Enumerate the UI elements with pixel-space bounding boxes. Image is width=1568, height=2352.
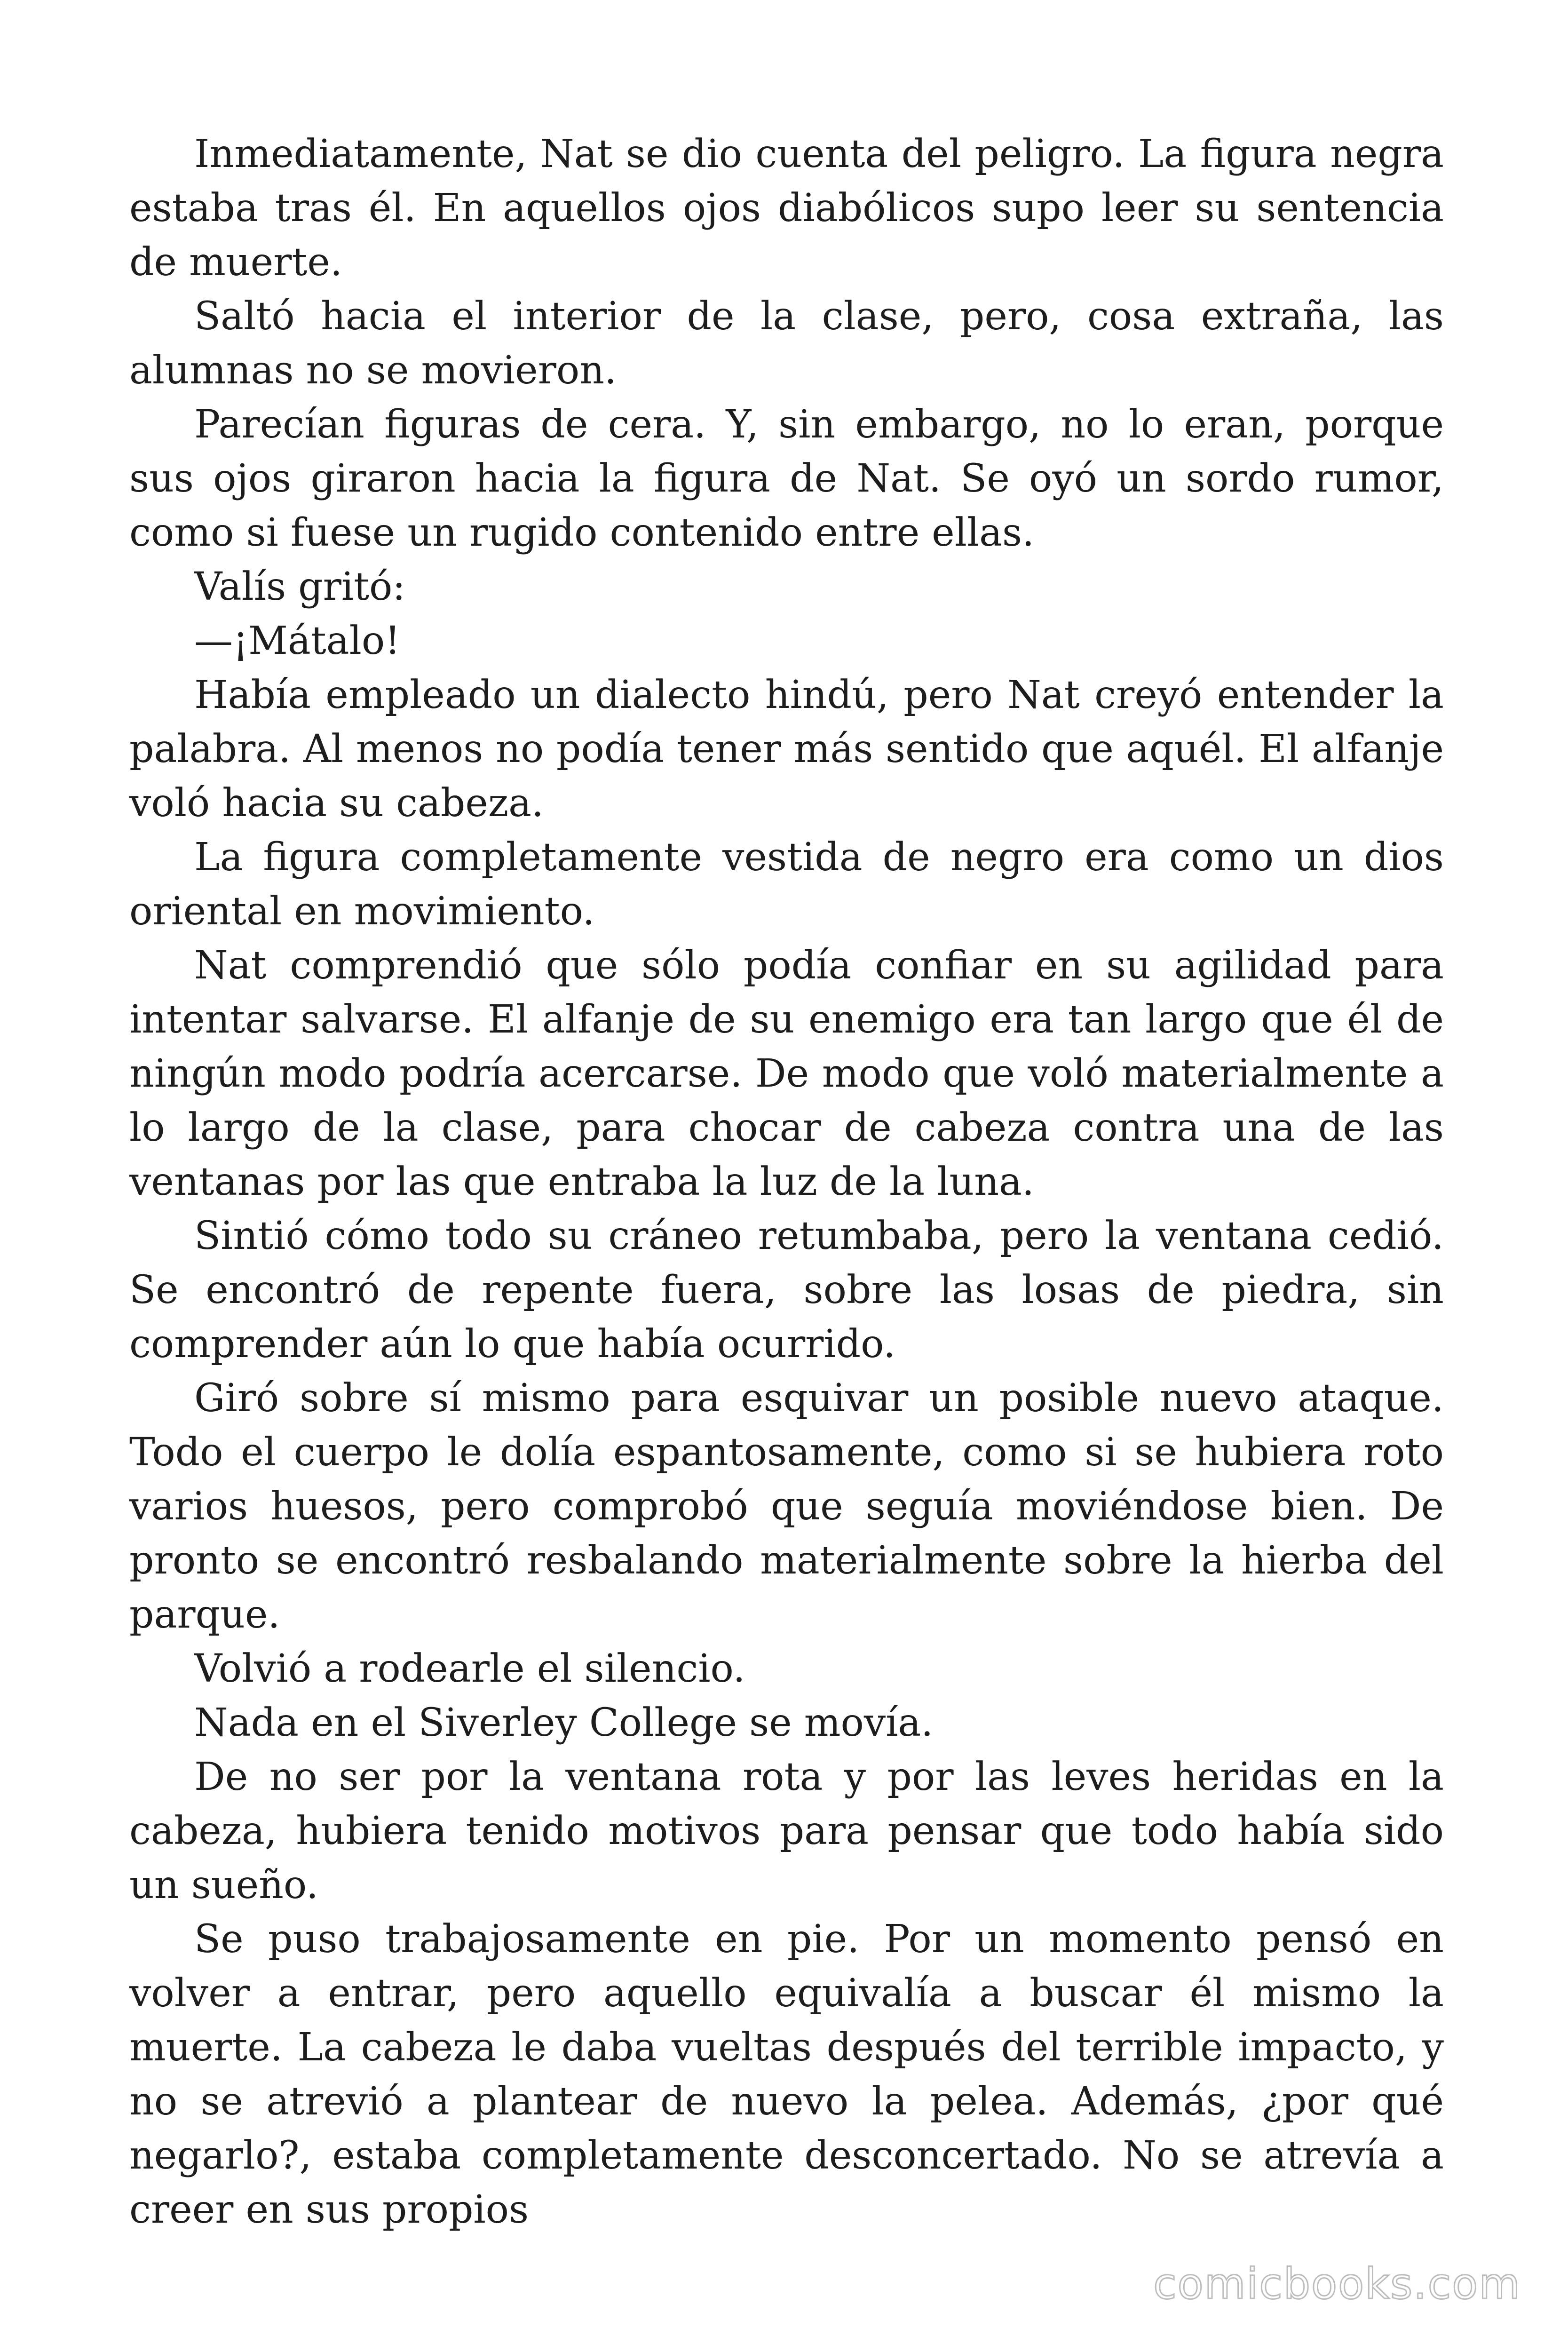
paragraph: Valís gritó: [194, 564, 406, 609]
paragraph: Parecían figuras de cera. Y, sin embargo, no lo eran, porque sus ojos giraron hacia la figura de Nat. Se oyó un sordo rumor, como si fuese un rugido contenido entre ellas. [129, 402, 1444, 555]
paragraph: Sintió cómo todo su cráneo retumbaba, pero la ventana cedió. Se encontró de repente fuera, sobre las losas de piedra, sin comprender aún lo que había ocurrido. [129, 1214, 1444, 1367]
paragraph: Saltó hacia el interior de la clase, pero, cosa extraña, las alumnas no se movieron. [129, 294, 1444, 393]
body-text [129, 127, 1444, 2237]
paragraph: Inmediatamente, Nat se dio cuenta del peligro. La figura negra estaba tras él. En aquellos ojos diabólicos supo leer su sentencia de muerte. [129, 132, 1444, 285]
paragraph: Volvió a rodearle el silencio. [194, 1646, 745, 1691]
paragraph: Había empleado un dialecto hindú, pero Nat creyó entender la palabra. Al menos no podía tener más sentido que aquél. El alfanje voló hacia su cabeza. [129, 673, 1444, 826]
paragraph: Giró sobre sí mismo para esquivar un posible nuevo ataque. Todo el cuerpo le dolía espantosamente, como si se hubiera roto varios huesos, pero comprobó que seguía moviéndose bien. De pronto se encontró resbalando materialmente sobre la hierba del parque. [129, 1376, 1444, 1637]
paragraph: La figura completamente vestida de negro era como un dios oriental en movimiento. [129, 835, 1444, 934]
paragraph: —¡Mátalo! [194, 619, 401, 663]
watermark: comicbooks.com [1153, 2259, 1521, 2309]
paragraph: Nada en el Siverley College se movía. [194, 1700, 934, 1745]
paragraph: De no ser por la ventana rota y por las leves heridas en la cabeza, hubiera tenido motivos para pensar que todo había sido un sueño. [129, 1755, 1444, 1907]
paragraph: Se puso trabajosamente en pie. Por un momento pensó en volver a entrar, pero aquello equivalía a buscar él mismo la muerte. La cabeza le daba vueltas después del terrible impacto, y no se atrevió a plantear de nuevo la pelea. Además, ¿por qué negarlo?, estaba completamente desconcertado. No se atrevía a creer en sus propios [129, 1917, 1444, 2232]
paragraph: Nat comprendió que sólo podía confiar en su agilidad para intentar salvarse. El alfanje de su enemigo era tan largo que él de ningún modo podría acercarse. De modo que voló materialmente a lo largo de la clase, para chocar de cabeza contra una de las ventanas por las que entraba la luz de la luna. [129, 943, 1444, 1204]
